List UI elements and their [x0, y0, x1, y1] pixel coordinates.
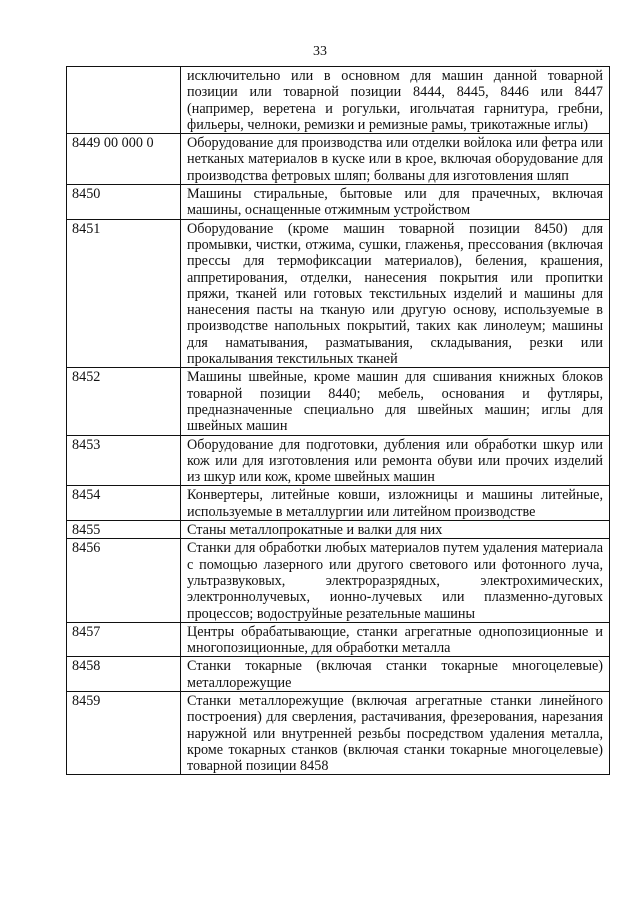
table-row — [67, 622, 610, 657]
table-row — [67, 185, 610, 220]
description-cell: Центры обрабатывающие, станки агрегатные однопозиционные и многопозиционные, для обработки металла — [181, 622, 610, 657]
table-row — [67, 435, 610, 486]
description-cell: Станки для обработки любых материалов путем удаления материала с помощью лазерного или другого светового или фотонного луча, ультразвуковых, электроразрядных, электрохимических, электроннолучевых, ионно-лучевых или плазменно-дуговых процессов; водоструйные резательные машины — [181, 539, 610, 622]
code-cell: 8455 — [67, 521, 181, 539]
description-cell: Оборудование (кроме машин товарной позиции 8450) для промывки, чистки, отжима, сушки, глаженья, прессования (включая прессы для термофиксации материалов), беления, крашения, аппретирования, отделки, нанесения покрытия или пропитки пряжи, тканей или готовых текстильных изделий и машины для нанесения пасты на тканую или другую основу, используемые в производстве напольных покрытий, таких как линолеум; машины для наматывания, разматывания, складывания, резки или прокалывания текстильных тканей — [181, 219, 610, 368]
description-cell: Машины швейные, кроме машин для сшивания книжных блоков товарной позиции 8440; мебель, основания и футляры, предназначенные специально для швейных машин; иглы для швейных машин — [181, 368, 610, 435]
table-row — [67, 368, 610, 435]
description-cell: Оборудование для производства или отделки войлока или фетра или нетканых материалов в куске или в крое, включая оборудование для производства фетровых шляп; болваны для изготовления шляп — [181, 134, 610, 185]
table-row — [67, 691, 610, 774]
table-row — [67, 67, 610, 134]
description-cell: Станки металлорежущие (включая агрегатные станки линейного построения) для сверления, растачивания, фрезерования, нарезания наружной или внутренней резьбы посредством удаления металла, кроме токарных станков (включая станки токарные многоцелевые) товарной позиции 8458 — [181, 691, 610, 774]
code-cell: 8451 — [67, 219, 181, 368]
customs-code-table — [66, 66, 610, 775]
page-number: 33 — [313, 44, 327, 59]
table-row — [67, 486, 610, 521]
table-row — [67, 134, 610, 185]
description-cell: Станки токарные (включая станки токарные многоцелевые) металлорежущие — [181, 657, 610, 692]
code-cell: 8458 — [67, 657, 181, 692]
code-cell: 8456 — [67, 539, 181, 622]
code-cell — [67, 67, 181, 134]
table-row — [67, 219, 610, 368]
description-cell: Станы металлопрокатные и валки для них — [181, 521, 610, 539]
code-cell: 8454 — [67, 486, 181, 521]
description-cell: Конвертеры, литейные ковши, изложницы и машины литейные, используемые в металлургии или литейном производстве — [181, 486, 610, 521]
description-cell: Оборудование для подготовки, дубления или обработки шкур или кож или для изготовления или ремонта обуви или прочих изделий из шкур или кож, кроме швейных машин — [181, 435, 610, 486]
code-cell: 8449 00 000 0 — [67, 134, 181, 185]
code-cell: 8457 — [67, 622, 181, 657]
code-cell: 8452 — [67, 368, 181, 435]
table-row — [67, 539, 610, 622]
table-row — [67, 657, 610, 692]
code-cell: 8450 — [67, 185, 181, 220]
description-cell: Машины стиральные, бытовые или для прачечных, включая машины, оснащенные отжимным устройством — [181, 185, 610, 220]
description-cell: исключительно или в основном для машин данной товарной позиции или товарной позиции 8444, 8445, 8446 или 8447 (например, веретена и рогульки, игольчатая гарнитура, гребни, фильеры, челноки, ремизки и ремизные рамы, трикотажные иглы) — [181, 67, 610, 134]
table-row — [67, 521, 610, 539]
code-cell: 8453 — [67, 435, 181, 486]
code-cell: 8459 — [67, 691, 181, 774]
